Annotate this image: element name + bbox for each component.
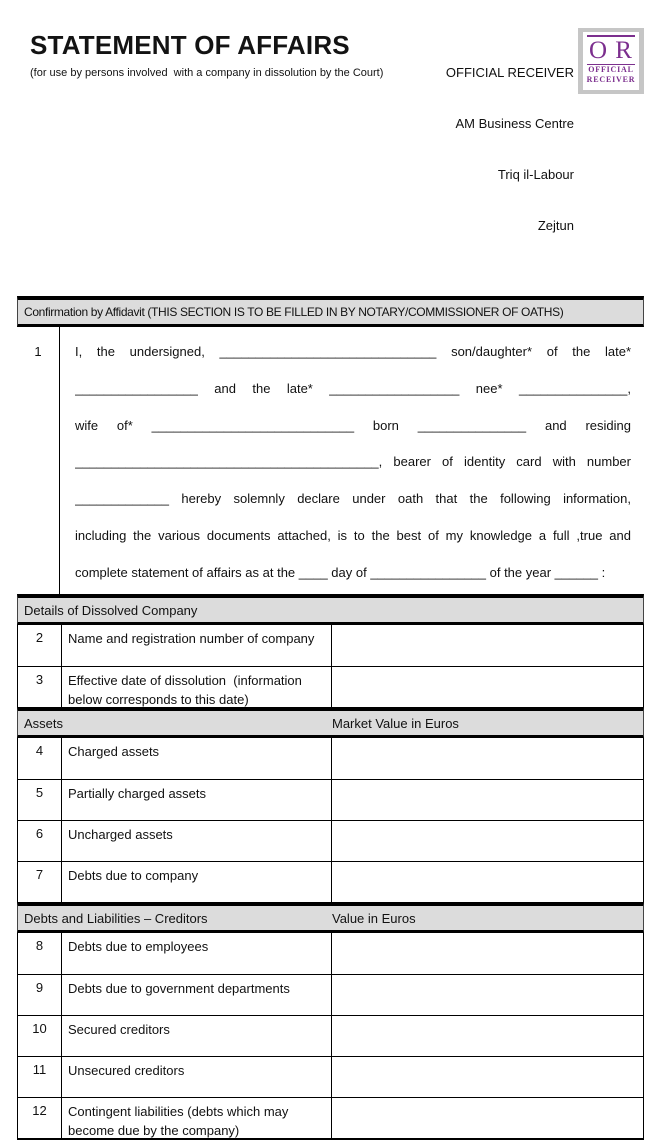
row-label: Debts due to government departments xyxy=(61,975,331,1015)
page-title: STATEMENT OF AFFAIRS xyxy=(30,30,350,60)
affidavit-line: __________________________________________, bearer of identity card with number xyxy=(75,454,631,470)
row-number: 8 xyxy=(35,938,44,953)
affidavit-line: wife of* ____________________________ born _______________ and residing xyxy=(75,417,631,433)
row-value-cell[interactable] xyxy=(331,821,643,861)
logo-initials: O R xyxy=(589,37,633,64)
affidavit-line: _________________ and the late* __________________ nee* _______________, xyxy=(75,380,631,396)
table-row xyxy=(18,666,643,707)
row-value-cell[interactable] xyxy=(331,975,643,1015)
affidavit-line: complete statement of affairs as at the ____ day of ________________ of the year ______ : xyxy=(75,564,606,580)
table-row xyxy=(18,820,643,861)
section-title: Debts and Liabilities – Creditors xyxy=(24,910,208,926)
row-number: 12 xyxy=(32,1103,47,1118)
row-number: 5 xyxy=(35,785,44,800)
address-line: Triq il-Labour xyxy=(497,167,574,182)
row-number: 3 xyxy=(35,672,44,687)
header-spacer xyxy=(17,268,644,296)
assets-table xyxy=(17,738,644,902)
row-label: Name and registration number of company xyxy=(61,625,331,666)
row-label: Charged assets xyxy=(61,738,331,779)
section-header-affidavit xyxy=(17,296,644,327)
section-title: Assets xyxy=(24,715,64,731)
row-number: 6 xyxy=(35,826,44,841)
table-row xyxy=(18,974,643,1015)
row-label: Partially charged assets xyxy=(61,780,331,820)
row-number: 2 xyxy=(35,630,44,645)
row-number: 11 xyxy=(32,1062,47,1077)
row-label: Contingent liabilities (debts which may become due by the company) xyxy=(61,1098,331,1138)
section-header-assets xyxy=(17,707,644,738)
table-row xyxy=(18,1056,643,1097)
row-label: Debts due to employees xyxy=(61,933,331,974)
section-header-debts xyxy=(17,902,644,933)
logo-caption-line1: OFFICIAL xyxy=(588,65,634,74)
section-title: Confirmation by Affidavit (THIS SECTION IS TO BE FILLED IN BY NOTARY/COMMISSIONER OF OATHS) xyxy=(24,305,564,319)
table-row xyxy=(18,738,643,779)
title-block xyxy=(17,20,383,79)
row-value-cell[interactable] xyxy=(331,738,643,779)
official-receiver-logo xyxy=(578,28,644,94)
section-value-header: Value in Euros xyxy=(332,910,416,926)
section-header-details xyxy=(17,594,644,625)
official-receiver-logo-inner xyxy=(583,32,639,90)
section-title: Details of Dissolved Company xyxy=(24,602,198,618)
details-table xyxy=(17,625,644,707)
letterhead xyxy=(446,28,644,268)
affidavit-line: I, the undersigned, ______________________________ son/daughter* of the late* xyxy=(75,344,631,359)
page-subtitle: (for use by persons involved with a company in dissolution by the Court) xyxy=(30,67,384,79)
row-value-cell[interactable] xyxy=(331,1057,643,1097)
address-line: Zejtun xyxy=(537,218,574,233)
row-value-cell[interactable] xyxy=(331,862,643,902)
row-label: Secured creditors xyxy=(61,1016,331,1056)
row-label: Unsecured creditors xyxy=(61,1057,331,1097)
section-value-header: Market Value in Euros xyxy=(332,715,459,731)
row-label: Effective date of dissolution (information below corresponds to this date) xyxy=(61,667,331,707)
row-value-cell[interactable] xyxy=(331,1016,643,1056)
row-number: 9 xyxy=(35,980,44,995)
table-row xyxy=(18,1015,643,1056)
row-value-cell[interactable] xyxy=(331,625,643,666)
row-number: 4 xyxy=(35,743,44,758)
row-label: Debts due to company xyxy=(61,862,331,902)
letterhead-address xyxy=(446,28,574,268)
row-value-cell[interactable] xyxy=(331,933,643,974)
table-row xyxy=(18,933,643,974)
affidavit-body xyxy=(17,327,644,594)
affidavit-line: including the various documents attached, is to the best of my knowledge a full ,true and xyxy=(75,527,631,543)
logo-caption-line2: RECEIVER xyxy=(586,75,636,84)
table-row xyxy=(18,1097,643,1138)
affidavit-line: _____________ hereby solemnly declare under oath that the following information, xyxy=(75,491,631,507)
row-label: Uncharged assets xyxy=(61,821,331,861)
debts-table xyxy=(17,933,644,1140)
table-row xyxy=(18,625,643,666)
table-row xyxy=(18,861,643,902)
document-header xyxy=(17,20,644,268)
address-line: OFFICIAL RECEIVER xyxy=(445,65,574,80)
row-value-cell[interactable] xyxy=(331,780,643,820)
row-number: 7 xyxy=(35,867,44,882)
row-value-cell[interactable] xyxy=(331,667,643,707)
row-value-cell[interactable] xyxy=(331,1098,643,1138)
row-number: 10 xyxy=(32,1021,47,1036)
address-line: AM Business Centre xyxy=(455,116,574,131)
row-number: 1 xyxy=(17,327,60,594)
table-row xyxy=(18,779,643,820)
affidavit-declaration xyxy=(60,327,644,594)
